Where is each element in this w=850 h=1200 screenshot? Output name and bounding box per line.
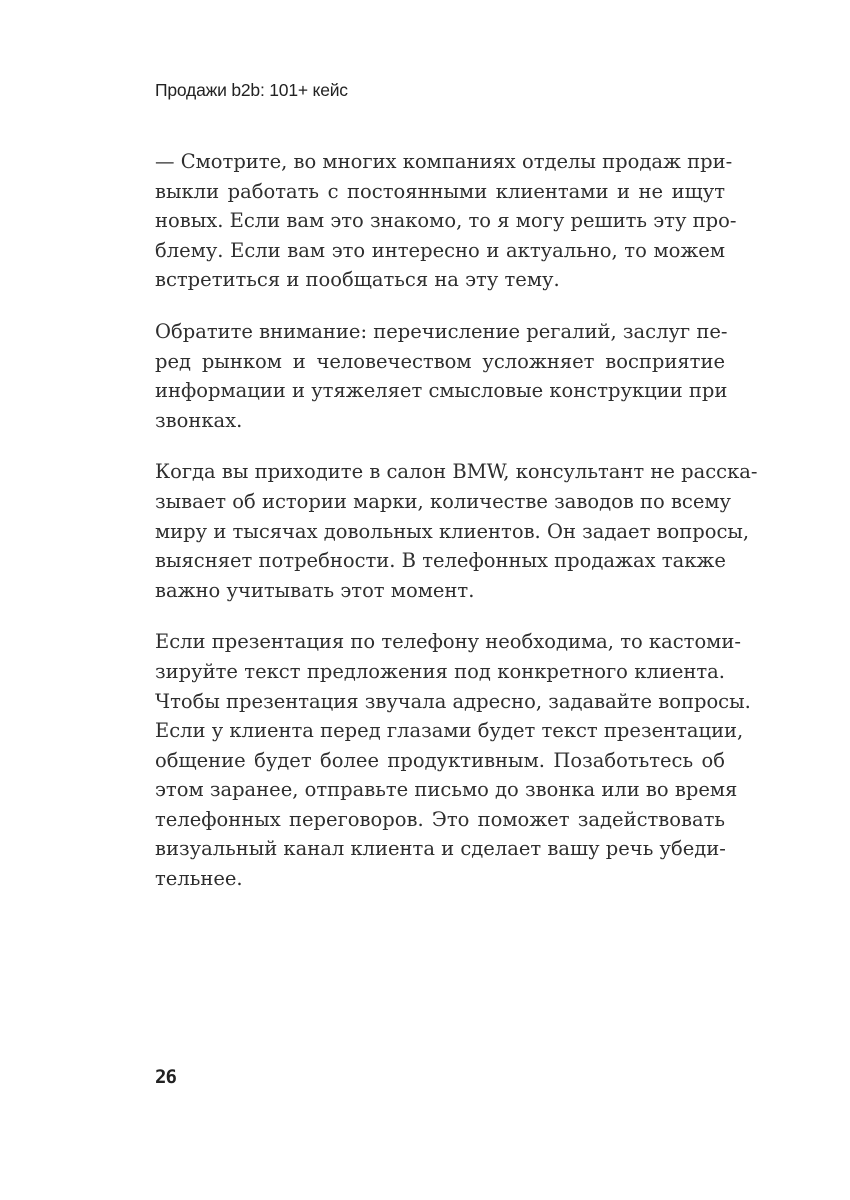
text-line: визуальный канал клиента и сделает вашу речь убеди- (155, 837, 726, 861)
text-line: ред рынком и человечеством усложняет восприятие (155, 349, 725, 373)
text-line: Если презентация по телефону необходима, то кастоми- (155, 630, 741, 654)
text-line: выясняет потребности. В телефонных продажах также (155, 549, 726, 573)
running-header: Продажи b2b: 101+ кейс (155, 80, 348, 100)
page-number: 26 (155, 1066, 176, 1088)
text-line: блему. Если вам это интересно и актуально, то можем (155, 238, 725, 262)
paragraph-2 (155, 317, 728, 435)
text-line: зируйте текст предложения под конкретного клиента. (155, 659, 725, 683)
body-text (155, 147, 758, 916)
text-line: этом заранее, отправьте письмо до звонка или во время (155, 778, 738, 802)
text-line: выкли работать с постоянными клиентами и не ищут (155, 179, 725, 203)
text-line: Если у клиента перед глазами будет текст презентации, (155, 719, 744, 743)
text-line: Когда вы приходите в салон BMW, консультант не расска- (155, 460, 758, 484)
text-line: телефонных переговоров. Это поможет задействовать (155, 807, 725, 831)
text-line: звонках. (155, 408, 243, 432)
text-line: — Смотрите, во многих компаниях отделы продаж при- (155, 150, 733, 173)
paragraph-1 (155, 147, 737, 295)
text-line: встретиться и пообщаться на эту тему. (155, 268, 560, 292)
text-line: тельнее. (155, 867, 243, 891)
text-line: Чтобы презентация звучала адресно, задавайте вопросы. (155, 689, 751, 713)
text-line: новых. Если вам это знакомо, то я могу решить эту про- (155, 209, 737, 233)
text-line: важно учитывать этот момент. (155, 578, 475, 602)
text-line: миру и тысячах довольных клиентов. Он задает вопросы, (155, 519, 750, 543)
paragraph-3 (155, 457, 758, 605)
paragraph-4 (155, 627, 751, 893)
text-line: зывает об истории марки, количестве заводов по всему (155, 489, 732, 513)
text-line: Обратите внимание: перечисление регалий, заслуг пе- (155, 319, 728, 343)
text-line: общение будет более продуктивным. Позаботьтесь об (155, 748, 725, 772)
text-line: информации и утяжеляет смысловые конструкции при (155, 379, 728, 403)
